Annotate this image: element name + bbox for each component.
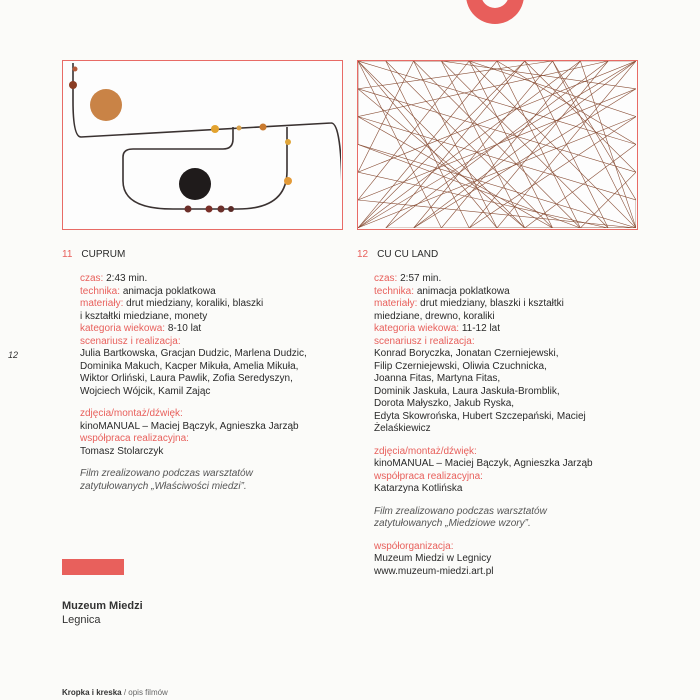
kategoria-label: kategoria wiekowa:: [374, 323, 460, 334]
wspolpraca-label: współpraca realizacyjna:: [80, 433, 189, 444]
film-header-12: [357, 249, 438, 260]
film-note: zatytułowanych „Miedziowe wzory”.: [374, 518, 531, 529]
film-number: 12: [357, 249, 369, 260]
film-still-cuprum: [62, 60, 343, 230]
credit-line: Joanna Fitas, Martyna Fitas,: [374, 373, 501, 384]
wspolpraca-value: Katarzyna Kotlińska: [374, 483, 463, 494]
kategoria-label: kategoria wiekowa:: [80, 323, 166, 334]
wspolorganizacja-value: Muzeum Miedzi w Legnicy: [374, 553, 492, 564]
organizer-name: Muzeum Miedzi: [62, 600, 143, 612]
credit-line: Konrad Boryczka, Jonatan Czerniejewski,: [374, 348, 559, 359]
credit-line: Wiktor Orliński, Laura Pawlik, Zofia Seredyszyn,: [80, 373, 293, 384]
credit-line: Filip Czerniejewski, Oliwia Czuchnicka,: [374, 360, 547, 372]
film-note: Film zrealizowano podczas warsztatów: [80, 468, 253, 479]
organizer-city: Legnica: [62, 614, 101, 626]
film-title: CU CU LAND: [377, 249, 439, 260]
credit-line: Julia Bartkowska, Gracjan Dudzic, Marlena Dudzic,: [80, 348, 307, 359]
dark-coin: [179, 168, 211, 200]
film-title: CUPRUM: [81, 249, 126, 260]
czas-label: czas:: [374, 273, 398, 284]
materialy-label: materiały:: [374, 298, 418, 309]
zdjecia-value: kinoMANUAL – Maciej Bączyk, Agnieszka Jarząb: [374, 458, 593, 469]
materialy-value: drut miedziany, blaszki i kształtki: [420, 298, 564, 309]
film-still-cu-cu-land: [357, 60, 638, 230]
czas-label: czas:: [80, 273, 104, 284]
film-details-12: [374, 273, 654, 578]
zdjecia-label: zdjęcia/montaż/dźwięk:: [374, 445, 477, 457]
materialy-label: materiały:: [80, 298, 124, 309]
technika-value: animacja poklatkowa: [416, 285, 510, 297]
credit-line: Edyta Skowrońska, Hubert Szczepański, Maciej: [374, 410, 586, 422]
kategoria-value: 8-10 lat: [167, 323, 202, 334]
wspolorganizacja-label: współorganizacja:: [374, 540, 454, 552]
film-details-11: [80, 273, 342, 493]
wspolpraca-value: Tomasz Stolarczyk: [80, 445, 164, 457]
credit-line: Dominik Jaskuła, Laura Jaskuła-Bromblik,: [374, 385, 560, 397]
czas-value: 2:57 min.: [400, 273, 442, 284]
wspolpraca-label: współpraca realizacyjna:: [374, 470, 483, 482]
page-number: 12: [8, 350, 19, 360]
credit-line: Dominika Makuch, Kacper Mikuła, Amelia Mikuła,: [80, 360, 299, 372]
footer-subtitle: opis filmów: [128, 688, 168, 697]
film-note: Film zrealizowano podczas warsztatów: [374, 505, 547, 517]
page-footer: [62, 688, 168, 697]
zdjecia-label: zdjęcia/montaż/dźwięk:: [80, 408, 183, 419]
copper-coin: [90, 89, 122, 121]
materialy-value: drut miedziany, koraliki, blaszki: [126, 298, 264, 309]
zdjecia-value: kinoMANUAL – Maciej Bączyk, Agnieszka Jarząb: [80, 420, 299, 432]
kategoria-value: 11-12 lat: [461, 323, 501, 334]
film-number: 11: [62, 249, 73, 260]
credit-line: Żelaśkiewicz: [374, 423, 431, 434]
footer-title: Kropka i kreska: [62, 688, 122, 697]
accent-bar: [62, 559, 124, 575]
museum-website-link[interactable]: www.muzeum-miedzi.art.pl: [374, 565, 494, 577]
technika-value: animacja poklatkowa: [122, 285, 216, 297]
czas-value: 2:43 min.: [106, 273, 148, 284]
materialy-value: i kształtki miedziane, monety: [80, 310, 208, 322]
credit-line: Wojciech Wójcik, Kamil Zając: [80, 385, 211, 397]
scenariusz-label: scenariusz i realizacja:: [80, 335, 181, 347]
scenariusz-label: scenariusz i realizacja:: [374, 335, 475, 347]
film-header-11: [62, 249, 125, 260]
footer-separator: /: [121, 688, 129, 697]
materialy-value: miedziane, drewno, koraliki: [374, 310, 495, 322]
film-note: zatytułowanych „Właściwości miedzi”.: [80, 480, 247, 492]
technika-label: technika:: [80, 285, 121, 297]
technika-label: technika:: [374, 285, 415, 297]
credit-line: Dorota Małyszko, Jakub Ryska,: [374, 398, 515, 409]
